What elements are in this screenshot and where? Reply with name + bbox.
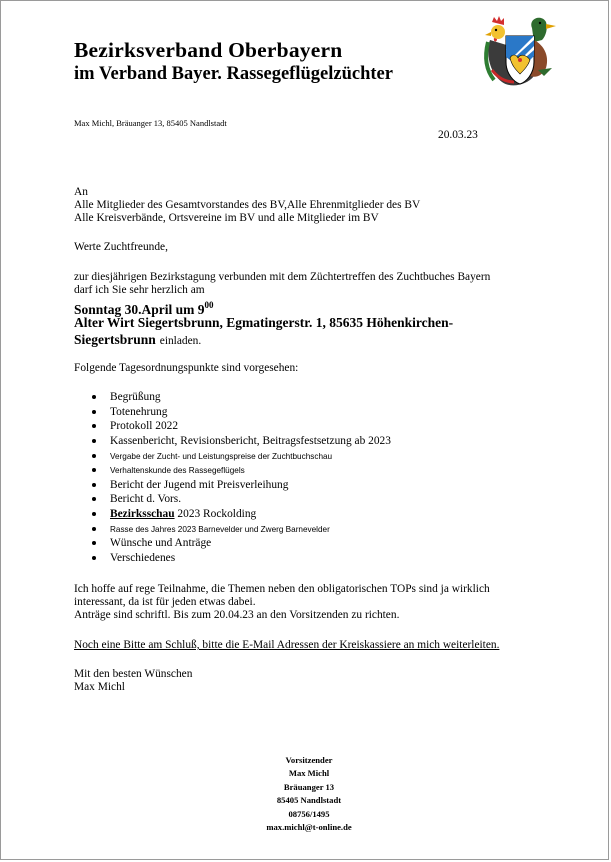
event-time-superscript: 00 — [204, 300, 214, 310]
footer-phone: 08756/1495 — [288, 808, 330, 819]
bullet-icon — [92, 454, 96, 458]
bullet-icon — [92, 527, 96, 531]
regards: Mit den besten Wünschen — [74, 668, 193, 680]
footer-email: max.michl@t-online.de — [266, 822, 352, 833]
footer-role: Vorsitzender — [285, 755, 333, 765]
bullet-icon — [92, 395, 96, 399]
footer-city: 85405 Nandlstadt — [276, 795, 342, 806]
agenda-intro: Folgende Tagesordnungspunkte sind vorgesehen: — [74, 362, 299, 374]
recipients-an: An — [74, 186, 88, 198]
sender-address: Max Michl, Bräuanger 13, 85405 Nandlstadt — [74, 118, 227, 128]
bullet-icon — [92, 439, 96, 443]
bullet-icon — [92, 410, 96, 414]
event-venue-line-2 — [74, 331, 201, 349]
event-venue-town: Siegertsbrunn — [74, 332, 156, 347]
salutation: Werte Zuchtfreunde, — [74, 241, 168, 253]
invitation-closing: einladen. — [159, 335, 202, 347]
closing-line-2: interessant, da ist für jeden etwas dabei. — [74, 596, 256, 608]
signature-name: Max Michl — [74, 681, 125, 693]
show-detail: 2023 Rockolding — [177, 508, 257, 521]
bullet-icon — [92, 483, 96, 487]
association-logo — [480, 10, 560, 92]
closing-line-1: Ich hoffe auf rege Teilnahme, die Themen neben den obligatorischen TOPs sind ja wirklich — [74, 583, 490, 595]
closing-line-3: Anträge sind schriftl. Bis zum 20.04.23 an den Vorsitzenden zu richten. — [74, 609, 400, 621]
invitation-line-2: darf ich Sie sehr herzlich am — [74, 284, 205, 296]
letter-date: 20.03.23 — [438, 129, 478, 141]
invitation-line-1: zur diesjährigen Bezirkstagung verbunden mit dem Züchtertreffen des Zuchtbuches Bayern — [74, 271, 491, 283]
event-venue: Alter Wirt Siegertsbrunn, Egmatingerstr. 1, 85635 Höhenkirchen- — [74, 315, 454, 330]
recipients-line-2: Alle Kreisverbände, Ortsvereine im BV und alle Mitglieder im BV — [74, 212, 379, 224]
letterhead-subtitle: im Verband Bayer. Rassegeflügelzüchter — [74, 64, 393, 84]
footer-name: Max Michl — [288, 768, 330, 779]
show-label: Bezirksschau — [110, 508, 175, 521]
event-date-text: Sonntag 30.April um 9 — [74, 302, 205, 317]
footer-contact — [200, 754, 418, 834]
letterhead-title: Bezirksverband Oberbayern — [74, 38, 343, 62]
recipients-line-1: Alle Mitglieder des Gesamtvorstandes des BV,Alle Ehrenmitglieder des BV — [74, 199, 421, 211]
request-note: Noch eine Bitte am Schluß, bitte die E-Mail Adressen der Kreiskassiere an mich weiterleiten. — [74, 639, 500, 651]
footer-street: Bräuanger 13 — [283, 781, 335, 792]
